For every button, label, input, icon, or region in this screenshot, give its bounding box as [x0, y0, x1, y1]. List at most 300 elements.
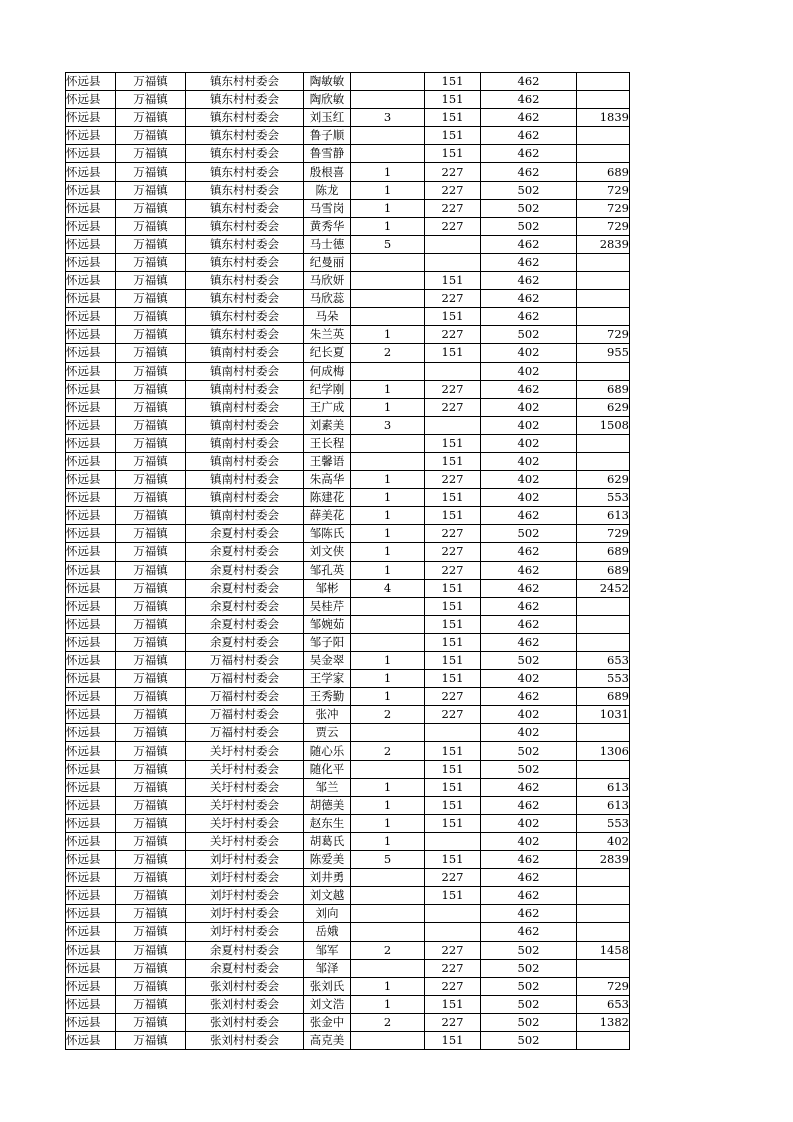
village-committee-cell: 镇东村村委会	[186, 272, 304, 290]
count-cell: 1	[351, 507, 425, 525]
village-committee-cell: 万福村村委会	[186, 688, 304, 706]
amount-a-cell: 151	[425, 995, 481, 1013]
amount-a-cell	[425, 905, 481, 923]
village-committee-cell: 余夏村村委会	[186, 561, 304, 579]
total-cell: 2839	[577, 235, 630, 253]
amount-b-cell: 402	[481, 362, 577, 380]
county-cell: 怀远县	[66, 145, 116, 163]
count-cell: 1	[351, 796, 425, 814]
amount-b-cell: 502	[481, 995, 577, 1013]
total-cell: 629	[577, 471, 630, 489]
village-committee-cell: 镇东村村委会	[186, 253, 304, 271]
name-cell: 刘素美	[304, 416, 351, 434]
table-row	[66, 832, 630, 850]
amount-a-cell: 227	[425, 217, 481, 235]
total-cell: 2839	[577, 851, 630, 869]
amount-a-cell: 227	[425, 471, 481, 489]
total-cell: 613	[577, 507, 630, 525]
village-committee-cell: 张刘村村委会	[186, 995, 304, 1013]
name-cell: 刘玉红	[304, 109, 351, 127]
table-row	[66, 633, 630, 651]
count-cell: 1	[351, 199, 425, 217]
count-cell: 1	[351, 688, 425, 706]
amount-b-cell: 462	[481, 380, 577, 398]
county-cell: 怀远县	[66, 290, 116, 308]
amount-b-cell: 462	[481, 905, 577, 923]
total-cell: 613	[577, 778, 630, 796]
amount-b-cell: 502	[481, 1013, 577, 1031]
village-committee-cell: 镇东村村委会	[186, 290, 304, 308]
county-cell: 怀远县	[66, 380, 116, 398]
table-row	[66, 507, 630, 525]
county-cell: 怀远县	[66, 398, 116, 416]
town-cell: 万福镇	[116, 688, 186, 706]
records-table	[65, 72, 630, 1050]
amount-b-cell: 502	[481, 525, 577, 543]
name-cell: 纪长夏	[304, 344, 351, 362]
county-cell: 怀远县	[66, 561, 116, 579]
name-cell: 邹陈氏	[304, 525, 351, 543]
amount-b-cell: 462	[481, 887, 577, 905]
count-cell	[351, 869, 425, 887]
total-cell	[577, 362, 630, 380]
table-row	[66, 706, 630, 724]
village-committee-cell: 镇东村村委会	[186, 127, 304, 145]
count-cell: 1	[351, 489, 425, 507]
town-cell: 万福镇	[116, 941, 186, 959]
total-cell: 729	[577, 977, 630, 995]
amount-a-cell	[425, 923, 481, 941]
name-cell: 王长程	[304, 434, 351, 452]
name-cell: 黄秀华	[304, 217, 351, 235]
amount-a-cell: 227	[425, 163, 481, 181]
county-cell: 怀远县	[66, 760, 116, 778]
total-cell: 729	[577, 217, 630, 235]
amount-a-cell: 227	[425, 688, 481, 706]
county-cell: 怀远县	[66, 434, 116, 452]
total-cell	[577, 73, 630, 91]
name-cell: 张金中	[304, 1013, 351, 1031]
village-committee-cell: 镇东村村委会	[186, 91, 304, 109]
count-cell	[351, 145, 425, 163]
count-cell: 1	[351, 977, 425, 995]
count-cell: 1	[351, 995, 425, 1013]
village-committee-cell: 万福村村委会	[186, 706, 304, 724]
village-committee-cell: 镇南村村委会	[186, 452, 304, 470]
amount-b-cell: 462	[481, 597, 577, 615]
name-cell: 朱高华	[304, 471, 351, 489]
village-committee-cell: 刘圩村村委会	[186, 869, 304, 887]
count-cell	[351, 597, 425, 615]
count-cell	[351, 905, 425, 923]
count-cell	[351, 272, 425, 290]
count-cell	[351, 760, 425, 778]
total-cell: 553	[577, 489, 630, 507]
count-cell: 2	[351, 742, 425, 760]
amount-b-cell: 502	[481, 1031, 577, 1049]
town-cell: 万福镇	[116, 398, 186, 416]
total-cell: 2452	[577, 579, 630, 597]
county-cell: 怀远县	[66, 796, 116, 814]
name-cell: 陶欣敏	[304, 91, 351, 109]
table-row	[66, 272, 630, 290]
amount-a-cell: 151	[425, 796, 481, 814]
town-cell: 万福镇	[116, 91, 186, 109]
amount-b-cell: 502	[481, 760, 577, 778]
county-cell: 怀远县	[66, 597, 116, 615]
name-cell: 纪学刚	[304, 380, 351, 398]
table-row	[66, 796, 630, 814]
table-row	[66, 778, 630, 796]
town-cell: 万福镇	[116, 199, 186, 217]
amount-b-cell: 462	[481, 561, 577, 579]
town-cell: 万福镇	[116, 416, 186, 434]
village-committee-cell: 余夏村村委会	[186, 615, 304, 633]
table-row	[66, 199, 630, 217]
total-cell	[577, 272, 630, 290]
name-cell: 马朵	[304, 308, 351, 326]
village-committee-cell: 万福村村委会	[186, 724, 304, 742]
table-row	[66, 127, 630, 145]
count-cell: 2	[351, 941, 425, 959]
amount-a-cell: 227	[425, 290, 481, 308]
total-cell	[577, 127, 630, 145]
count-cell	[351, 633, 425, 651]
amount-a-cell: 151	[425, 633, 481, 651]
county-cell: 怀远县	[66, 579, 116, 597]
county-cell: 怀远县	[66, 163, 116, 181]
name-cell: 陈建花	[304, 489, 351, 507]
total-cell	[577, 290, 630, 308]
village-committee-cell: 余夏村村委会	[186, 633, 304, 651]
table-row	[66, 652, 630, 670]
table-row	[66, 615, 630, 633]
count-cell: 1	[351, 832, 425, 850]
village-committee-cell: 余夏村村委会	[186, 525, 304, 543]
total-cell	[577, 887, 630, 905]
town-cell: 万福镇	[116, 778, 186, 796]
total-cell: 1508	[577, 416, 630, 434]
count-cell	[351, 362, 425, 380]
table-row	[66, 760, 630, 778]
county-cell: 怀远县	[66, 109, 116, 127]
town-cell: 万福镇	[116, 760, 186, 778]
town-cell: 万福镇	[116, 905, 186, 923]
county-cell: 怀远县	[66, 905, 116, 923]
amount-b-cell: 502	[481, 742, 577, 760]
amount-b-cell: 462	[481, 73, 577, 91]
amount-a-cell: 151	[425, 489, 481, 507]
amount-a-cell: 151	[425, 272, 481, 290]
name-cell: 高克美	[304, 1031, 351, 1049]
county-cell: 怀远县	[66, 525, 116, 543]
village-committee-cell: 镇南村村委会	[186, 380, 304, 398]
table-row	[66, 742, 630, 760]
name-cell: 鲁子顺	[304, 127, 351, 145]
count-cell: 1	[351, 398, 425, 416]
amount-b-cell: 502	[481, 652, 577, 670]
amount-b-cell: 402	[481, 814, 577, 832]
county-cell: 怀远县	[66, 706, 116, 724]
count-cell	[351, 724, 425, 742]
total-cell	[577, 633, 630, 651]
total-cell: 689	[577, 380, 630, 398]
amount-a-cell: 227	[425, 959, 481, 977]
town-cell: 万福镇	[116, 507, 186, 525]
amount-b-cell: 402	[481, 471, 577, 489]
village-committee-cell: 余夏村村委会	[186, 579, 304, 597]
name-cell: 刘井勇	[304, 869, 351, 887]
county-cell: 怀远县	[66, 489, 116, 507]
town-cell: 万福镇	[116, 742, 186, 760]
village-committee-cell: 余夏村村委会	[186, 959, 304, 977]
table-row	[66, 163, 630, 181]
town-cell: 万福镇	[116, 579, 186, 597]
county-cell: 怀远县	[66, 416, 116, 434]
town-cell: 万福镇	[116, 253, 186, 271]
name-cell: 张刘氏	[304, 977, 351, 995]
town-cell: 万福镇	[116, 923, 186, 941]
amount-a-cell: 227	[425, 525, 481, 543]
county-cell: 怀远县	[66, 977, 116, 995]
table-row	[66, 525, 630, 543]
amount-b-cell: 462	[481, 163, 577, 181]
total-cell: 689	[577, 163, 630, 181]
county-cell: 怀远县	[66, 724, 116, 742]
count-cell: 1	[351, 217, 425, 235]
amount-a-cell: 151	[425, 579, 481, 597]
count-cell	[351, 452, 425, 470]
amount-a-cell: 227	[425, 543, 481, 561]
amount-b-cell: 462	[481, 869, 577, 887]
village-committee-cell: 余夏村村委会	[186, 543, 304, 561]
total-cell: 553	[577, 670, 630, 688]
table-row	[66, 543, 630, 561]
amount-a-cell	[425, 235, 481, 253]
amount-b-cell: 462	[481, 796, 577, 814]
table-row	[66, 308, 630, 326]
table-row	[66, 489, 630, 507]
village-committee-cell: 镇南村村委会	[186, 507, 304, 525]
amount-a-cell: 151	[425, 73, 481, 91]
total-cell: 653	[577, 652, 630, 670]
amount-a-cell	[425, 724, 481, 742]
name-cell: 随化平	[304, 760, 351, 778]
count-cell	[351, 290, 425, 308]
table-row	[66, 977, 630, 995]
county-cell: 怀远县	[66, 959, 116, 977]
county-cell: 怀远县	[66, 344, 116, 362]
name-cell: 邹子阳	[304, 633, 351, 651]
count-cell	[351, 434, 425, 452]
table-row	[66, 887, 630, 905]
town-cell: 万福镇	[116, 652, 186, 670]
count-cell: 2	[351, 1013, 425, 1031]
village-committee-cell: 镇东村村委会	[186, 109, 304, 127]
amount-a-cell: 151	[425, 887, 481, 905]
village-committee-cell: 镇南村村委会	[186, 398, 304, 416]
amount-b-cell: 402	[481, 670, 577, 688]
total-cell: 1031	[577, 706, 630, 724]
town-cell: 万福镇	[116, 814, 186, 832]
total-cell: 1458	[577, 941, 630, 959]
town-cell: 万福镇	[116, 217, 186, 235]
amount-a-cell: 151	[425, 652, 481, 670]
name-cell: 陶敏敏	[304, 73, 351, 91]
count-cell: 1	[351, 652, 425, 670]
count-cell	[351, 253, 425, 271]
town-cell: 万福镇	[116, 832, 186, 850]
county-cell: 怀远县	[66, 235, 116, 253]
town-cell: 万福镇	[116, 326, 186, 344]
total-cell: 729	[577, 199, 630, 217]
county-cell: 怀远县	[66, 91, 116, 109]
total-cell: 653	[577, 995, 630, 1013]
count-cell: 1	[351, 525, 425, 543]
amount-b-cell: 402	[481, 452, 577, 470]
amount-b-cell: 502	[481, 959, 577, 977]
county-cell: 怀远县	[66, 851, 116, 869]
table-row	[66, 235, 630, 253]
amount-b-cell: 402	[481, 489, 577, 507]
amount-b-cell: 462	[481, 253, 577, 271]
village-committee-cell: 镇南村村委会	[186, 471, 304, 489]
county-cell: 怀远县	[66, 941, 116, 959]
amount-a-cell: 151	[425, 615, 481, 633]
amount-a-cell: 151	[425, 851, 481, 869]
village-committee-cell: 张刘村村委会	[186, 1013, 304, 1031]
amount-a-cell: 227	[425, 380, 481, 398]
amount-a-cell: 227	[425, 181, 481, 199]
table-row	[66, 851, 630, 869]
table-row	[66, 416, 630, 434]
table-row	[66, 398, 630, 416]
village-committee-cell: 镇东村村委会	[186, 326, 304, 344]
count-cell: 2	[351, 706, 425, 724]
total-cell	[577, 905, 630, 923]
county-cell: 怀远县	[66, 272, 116, 290]
town-cell: 万福镇	[116, 109, 186, 127]
town-cell: 万福镇	[116, 597, 186, 615]
total-cell	[577, 452, 630, 470]
amount-b-cell: 502	[481, 941, 577, 959]
village-committee-cell: 镇东村村委会	[186, 145, 304, 163]
total-cell	[577, 760, 630, 778]
table-row	[66, 73, 630, 91]
village-committee-cell: 刘圩村村委会	[186, 887, 304, 905]
table-row	[66, 688, 630, 706]
county-cell: 怀远县	[66, 670, 116, 688]
total-cell: 729	[577, 326, 630, 344]
total-cell: 402	[577, 832, 630, 850]
name-cell: 王秀勤	[304, 688, 351, 706]
amount-a-cell: 151	[425, 814, 481, 832]
village-committee-cell: 刘圩村村委会	[186, 905, 304, 923]
village-committee-cell: 镇南村村委会	[186, 434, 304, 452]
total-cell	[577, 923, 630, 941]
name-cell: 何成梅	[304, 362, 351, 380]
amount-a-cell: 151	[425, 760, 481, 778]
count-cell: 1	[351, 181, 425, 199]
count-cell: 4	[351, 579, 425, 597]
town-cell: 万福镇	[116, 362, 186, 380]
total-cell: 689	[577, 561, 630, 579]
table-row	[66, 290, 630, 308]
town-cell: 万福镇	[116, 344, 186, 362]
town-cell: 万福镇	[116, 290, 186, 308]
amount-b-cell: 502	[481, 199, 577, 217]
amount-b-cell: 402	[481, 416, 577, 434]
town-cell: 万福镇	[116, 561, 186, 579]
name-cell: 刘向	[304, 905, 351, 923]
town-cell: 万福镇	[116, 995, 186, 1013]
amount-a-cell: 151	[425, 91, 481, 109]
amount-a-cell: 151	[425, 308, 481, 326]
name-cell: 邹兰	[304, 778, 351, 796]
amount-a-cell	[425, 832, 481, 850]
total-cell	[577, 434, 630, 452]
town-cell: 万福镇	[116, 73, 186, 91]
county-cell: 怀远县	[66, 507, 116, 525]
count-cell: 3	[351, 416, 425, 434]
amount-b-cell: 462	[481, 778, 577, 796]
county-cell: 怀远县	[66, 923, 116, 941]
village-committee-cell: 镇东村村委会	[186, 217, 304, 235]
table-row	[66, 362, 630, 380]
village-committee-cell: 关圩村村委会	[186, 778, 304, 796]
town-cell: 万福镇	[116, 272, 186, 290]
table-row	[66, 452, 630, 470]
village-committee-cell: 镇东村村委会	[186, 199, 304, 217]
amount-b-cell: 502	[481, 217, 577, 235]
county-cell: 怀远县	[66, 633, 116, 651]
county-cell: 怀远县	[66, 181, 116, 199]
name-cell: 马欣蕊	[304, 290, 351, 308]
village-committee-cell: 镇东村村委会	[186, 308, 304, 326]
county-cell: 怀远县	[66, 73, 116, 91]
name-cell: 刘文侠	[304, 543, 351, 561]
name-cell: 邹孔英	[304, 561, 351, 579]
village-committee-cell: 镇南村村委会	[186, 416, 304, 434]
amount-b-cell: 402	[481, 398, 577, 416]
town-cell: 万福镇	[116, 308, 186, 326]
county-cell: 怀远县	[66, 615, 116, 633]
total-cell	[577, 1031, 630, 1049]
table-row	[66, 941, 630, 959]
table-row	[66, 905, 630, 923]
count-cell: 1	[351, 561, 425, 579]
name-cell: 马雪岗	[304, 199, 351, 217]
village-committee-cell: 镇南村村委会	[186, 489, 304, 507]
town-cell: 万福镇	[116, 452, 186, 470]
name-cell: 邹泽	[304, 959, 351, 977]
village-committee-cell: 刘圩村村委会	[186, 851, 304, 869]
amount-b-cell: 462	[481, 145, 577, 163]
count-cell	[351, 91, 425, 109]
name-cell: 张冲	[304, 706, 351, 724]
county-cell: 怀远县	[66, 253, 116, 271]
village-committee-cell: 镇东村村委会	[186, 181, 304, 199]
town-cell: 万福镇	[116, 724, 186, 742]
county-cell: 怀远县	[66, 471, 116, 489]
table-row	[66, 145, 630, 163]
name-cell: 朱兰英	[304, 326, 351, 344]
county-cell: 怀远县	[66, 1031, 116, 1049]
total-cell	[577, 145, 630, 163]
table-row	[66, 995, 630, 1013]
table-row	[66, 579, 630, 597]
amount-a-cell: 151	[425, 778, 481, 796]
